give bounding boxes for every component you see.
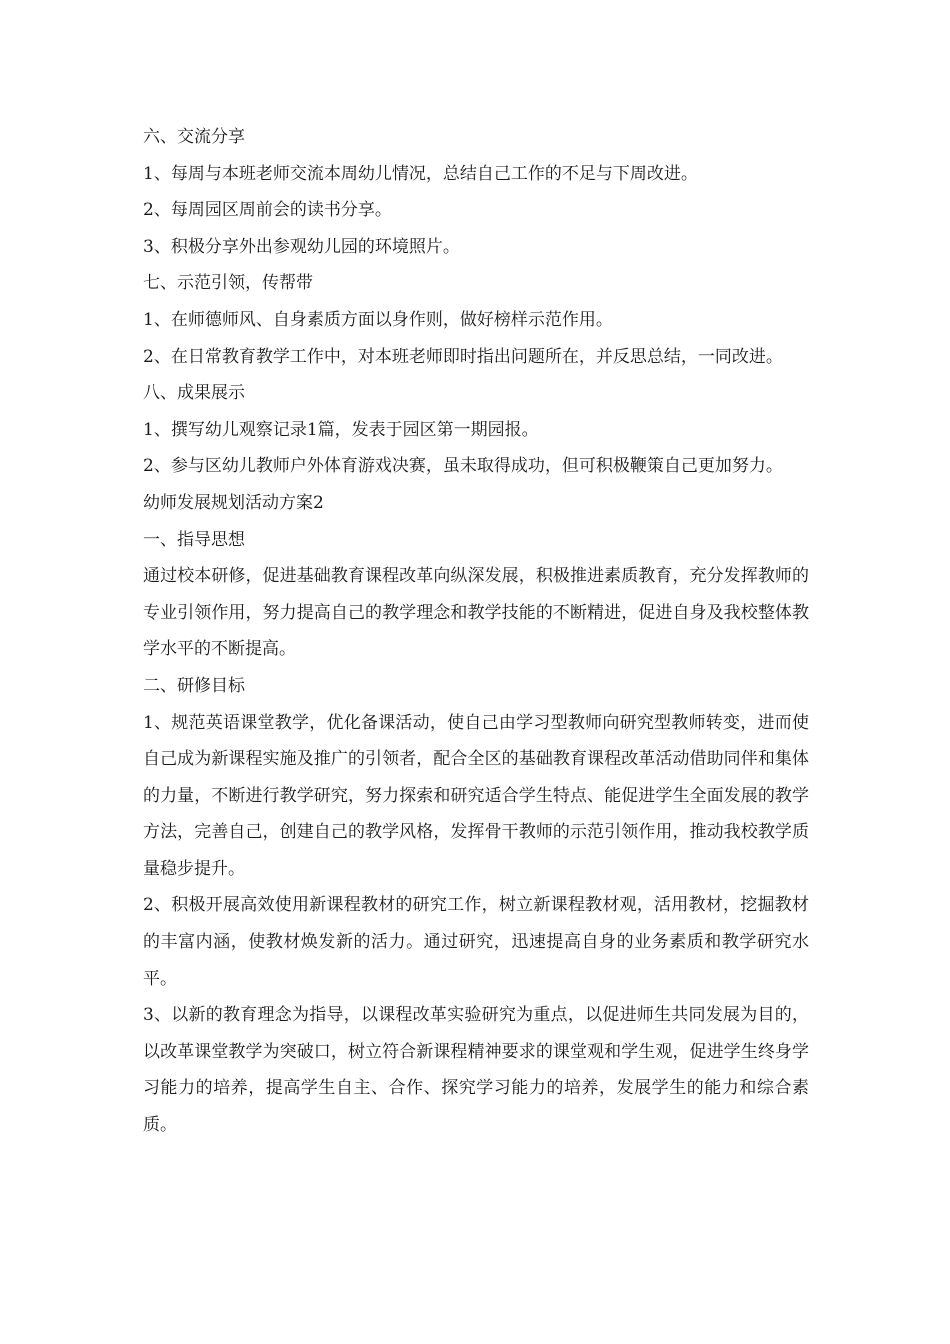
paragraph: 1、在师德师风、自身素质方面以身作则，做好榜样示范作用。 bbox=[143, 309, 613, 330]
paragraph: 2、参与区幼儿教师户外体育游戏决赛，虽未取得成功，但可积极鞭策自己更加努力。 bbox=[143, 456, 783, 477]
paragraph: 1、每周与本班老师交流本周幼儿情况，总结自己工作的不足与下周改进。 bbox=[143, 163, 698, 184]
section-heading-exchange: 六、交流分享 bbox=[143, 127, 245, 147]
paragraph: 通过校本研修，促进基础教育课程改革向纵深发展，积极推进素质教育，充分发挥教师的专业引领作用，努力提高自己的教学理念和教学技能的不断精进，促进自身及我校整体教学水平的不断提高。 bbox=[143, 566, 809, 660]
section-heading-training-goals: 二、研修目标 bbox=[143, 675, 245, 696]
section-heading-guiding-ideology: 一、指导思想 bbox=[143, 529, 245, 550]
section-heading-demonstration: 七、示范引领，传帮带 bbox=[143, 273, 313, 294]
paragraph: 3、积极分享外出参观幼儿园的环境照片。 bbox=[143, 236, 460, 257]
paragraph: 2、积极开展高效使用新课程教材的研究工作，树立新课程教材观，活用教材，挖掘教材的丰富内涵，使教材焕发新的活力。通过研究，迅速提高自身的业务素质和教学研究水平。 bbox=[143, 895, 809, 989]
paragraph: 2、每周园区周前会的读书分享。 bbox=[143, 200, 392, 221]
paragraph: 3、以新的教育理念为指导，以课程改革实验研究为重点，以促进师生共同发展为目的，以改革课堂教学为突破口，树立符合新课程精神要求的课堂观和学生观，促进学生终身学习能力的培养，提高学生自主、合作、探究学习能力的培养，发展学生的能力和综合素质。 bbox=[143, 1005, 809, 1136]
document-body bbox=[143, 119, 809, 1144]
paragraph: 1、规范英语课堂教学，优化备课活动，使自己由学习型教师向研究型教师转变，进而使自己成为新课程实施及推广的引领者，配合全区的基础教育课程改革活动借助同伴和集体的力量，不断进行教学研究，努力探索和研究适合学生特点、能促进学生全面发展的教学方法，完善自己，创建自己的教学风格，发挥骨干教师的示范引领作用，推动我校教学质量稳步提升。 bbox=[143, 712, 809, 879]
section-heading-results: 八、成果展示 bbox=[143, 383, 245, 404]
document-subtitle: 幼师发展规划活动方案2 bbox=[143, 492, 324, 513]
paragraph: 2、在日常教育教学工作中，对本班老师即时指出问题所在，并反思总结，一同改进。 bbox=[143, 346, 783, 367]
paragraph: 1、撰写幼儿观察记录1篇，发表于园区第一期园报。 bbox=[143, 419, 539, 440]
